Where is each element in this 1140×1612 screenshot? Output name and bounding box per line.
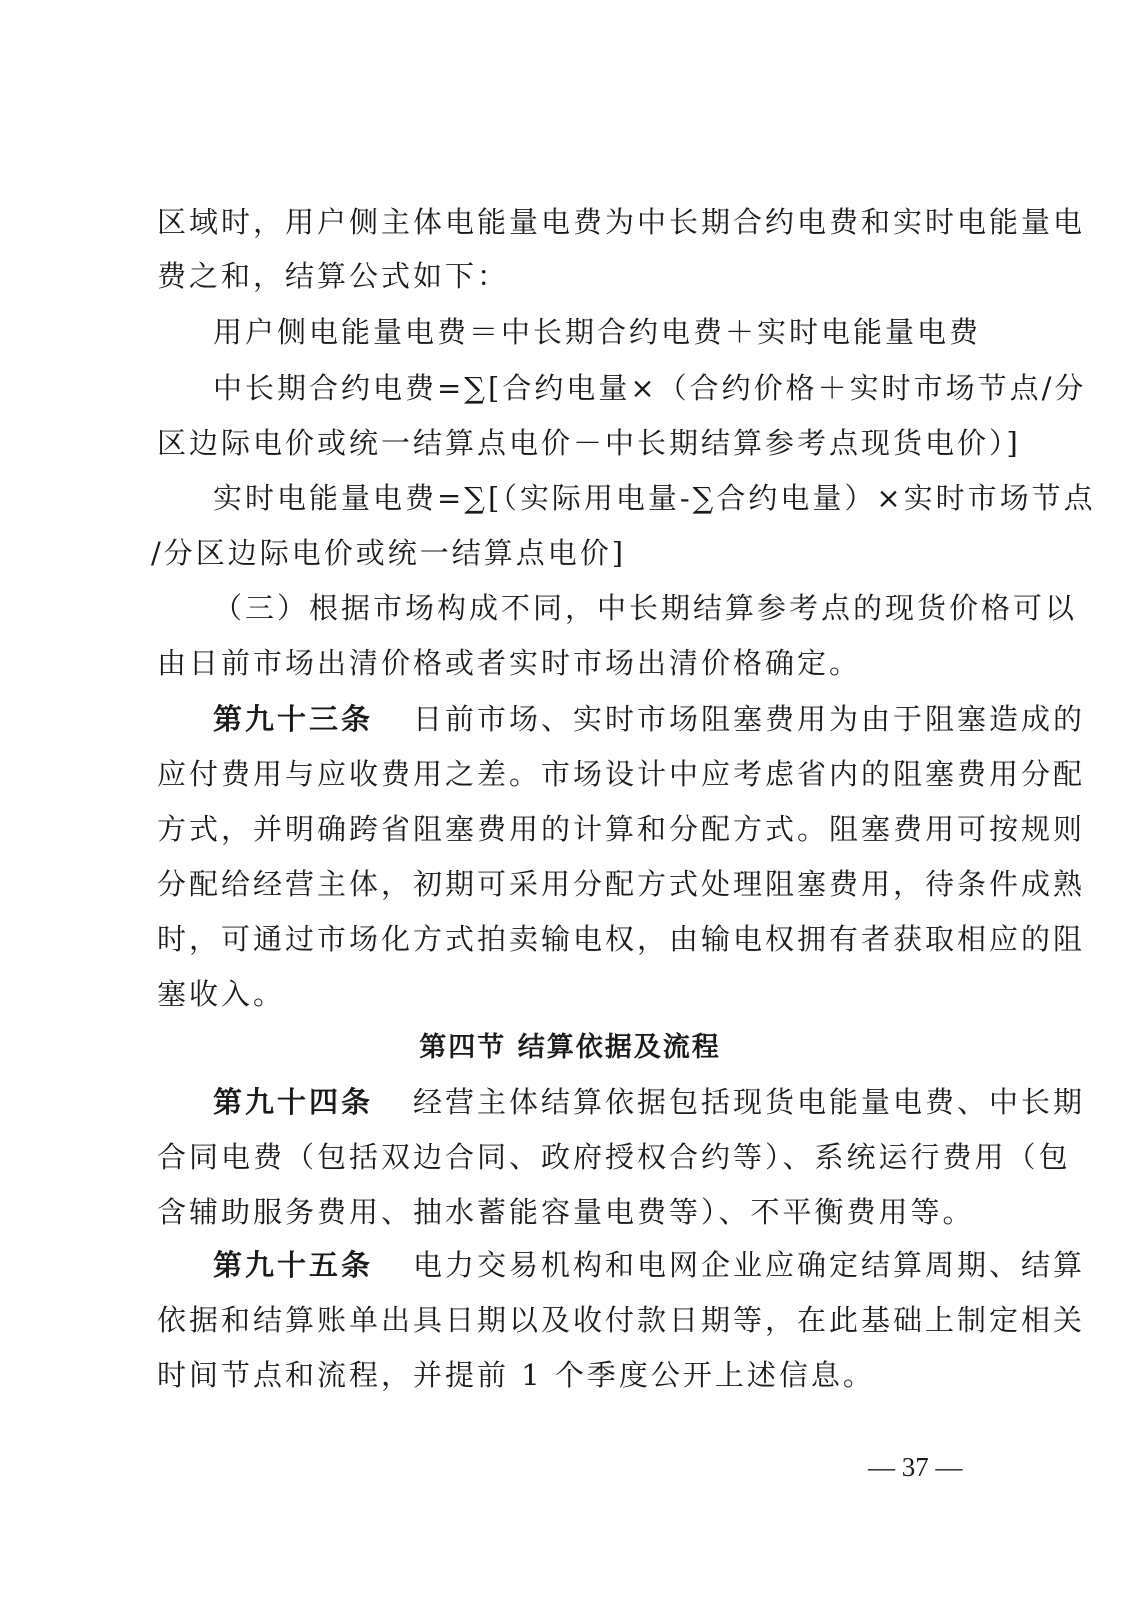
text-line: 时间节点和流程，并提前 1 个季度公开上述信息。 bbox=[157, 1358, 875, 1392]
text-line: 区域时，用户侧主体电能量电费为中长期合约电费和实时电能量电 bbox=[157, 205, 1086, 239]
text-line: 分配给经营主体，初期可采用分配方式处理阻塞费用，待条件成熟 bbox=[157, 867, 1086, 901]
text-line: （三）根据市场构成不同，中长期结算参考点的现货价格可以 bbox=[213, 591, 1078, 625]
text-line: 电力交易机构和电网企业应确定结算周期、结算 bbox=[413, 1248, 1086, 1282]
text-line: 费之和，结算公式如下： bbox=[157, 259, 510, 293]
text-line: 应付费用与应收费用之差。市场设计中应考虑省内的阻塞费用分配 bbox=[157, 757, 1086, 791]
text-line: 区边际电价或统一结算点电价－中长期结算参考点现货电价）] bbox=[157, 426, 1021, 460]
text-line: 经营主体结算依据包括现货电能量电费、中长期 bbox=[413, 1085, 1086, 1119]
text-line: /分区边际电价或统一结算点电价] bbox=[151, 536, 627, 570]
text-line: 用户侧电能量电费＝中长期合约电费＋实时电能量电费 bbox=[213, 315, 982, 349]
article-label: 第九十五条 bbox=[213, 1248, 374, 1282]
text-line: 实时电能量电费=∑[（实际用电量-∑合约电量）×实时市场节点 bbox=[213, 481, 1096, 515]
page-number: — 37 — bbox=[868, 1452, 963, 1482]
article-first-line bbox=[213, 1243, 1085, 1284]
article-label: 第九十三条 bbox=[213, 702, 374, 736]
text-line: 含辅助服务费用、抽水蓄能容量电费等）、不平衡费用等。 bbox=[157, 1195, 975, 1229]
text-line: 合同电费（包括双边合同、政府授权合约等）、系统运行费用（包 bbox=[157, 1140, 1071, 1174]
text-line: 依据和结算账单出具日期以及收付款日期等，在此基础上制定相关 bbox=[157, 1303, 1086, 1337]
section-heading: 第四节 结算依据及流程 bbox=[419, 1032, 721, 1063]
text-line: 中长期合约电费=∑[合约电量×（合约价格＋实时市场节点/分 bbox=[213, 371, 1087, 405]
text-line: 由日前市场出清价格或者实时市场出清价格确定。 bbox=[157, 646, 862, 680]
article-label: 第九十四条 bbox=[213, 1085, 374, 1119]
text-line: 方式，并明确跨省阻塞费用的计算和分配方式。阻塞费用可按规则 bbox=[157, 812, 1086, 846]
article-first-line bbox=[213, 1080, 1085, 1121]
text-line: 日前市场、实时市场阻塞费用为由于阻塞造成的 bbox=[413, 702, 1086, 736]
article-first-line bbox=[213, 697, 1085, 738]
text-line: 时，可通过市场化方式拍卖输电权，由输电权拥有者获取相应的阻 bbox=[157, 922, 1086, 956]
text-line: 塞收入。 bbox=[157, 977, 286, 1011]
